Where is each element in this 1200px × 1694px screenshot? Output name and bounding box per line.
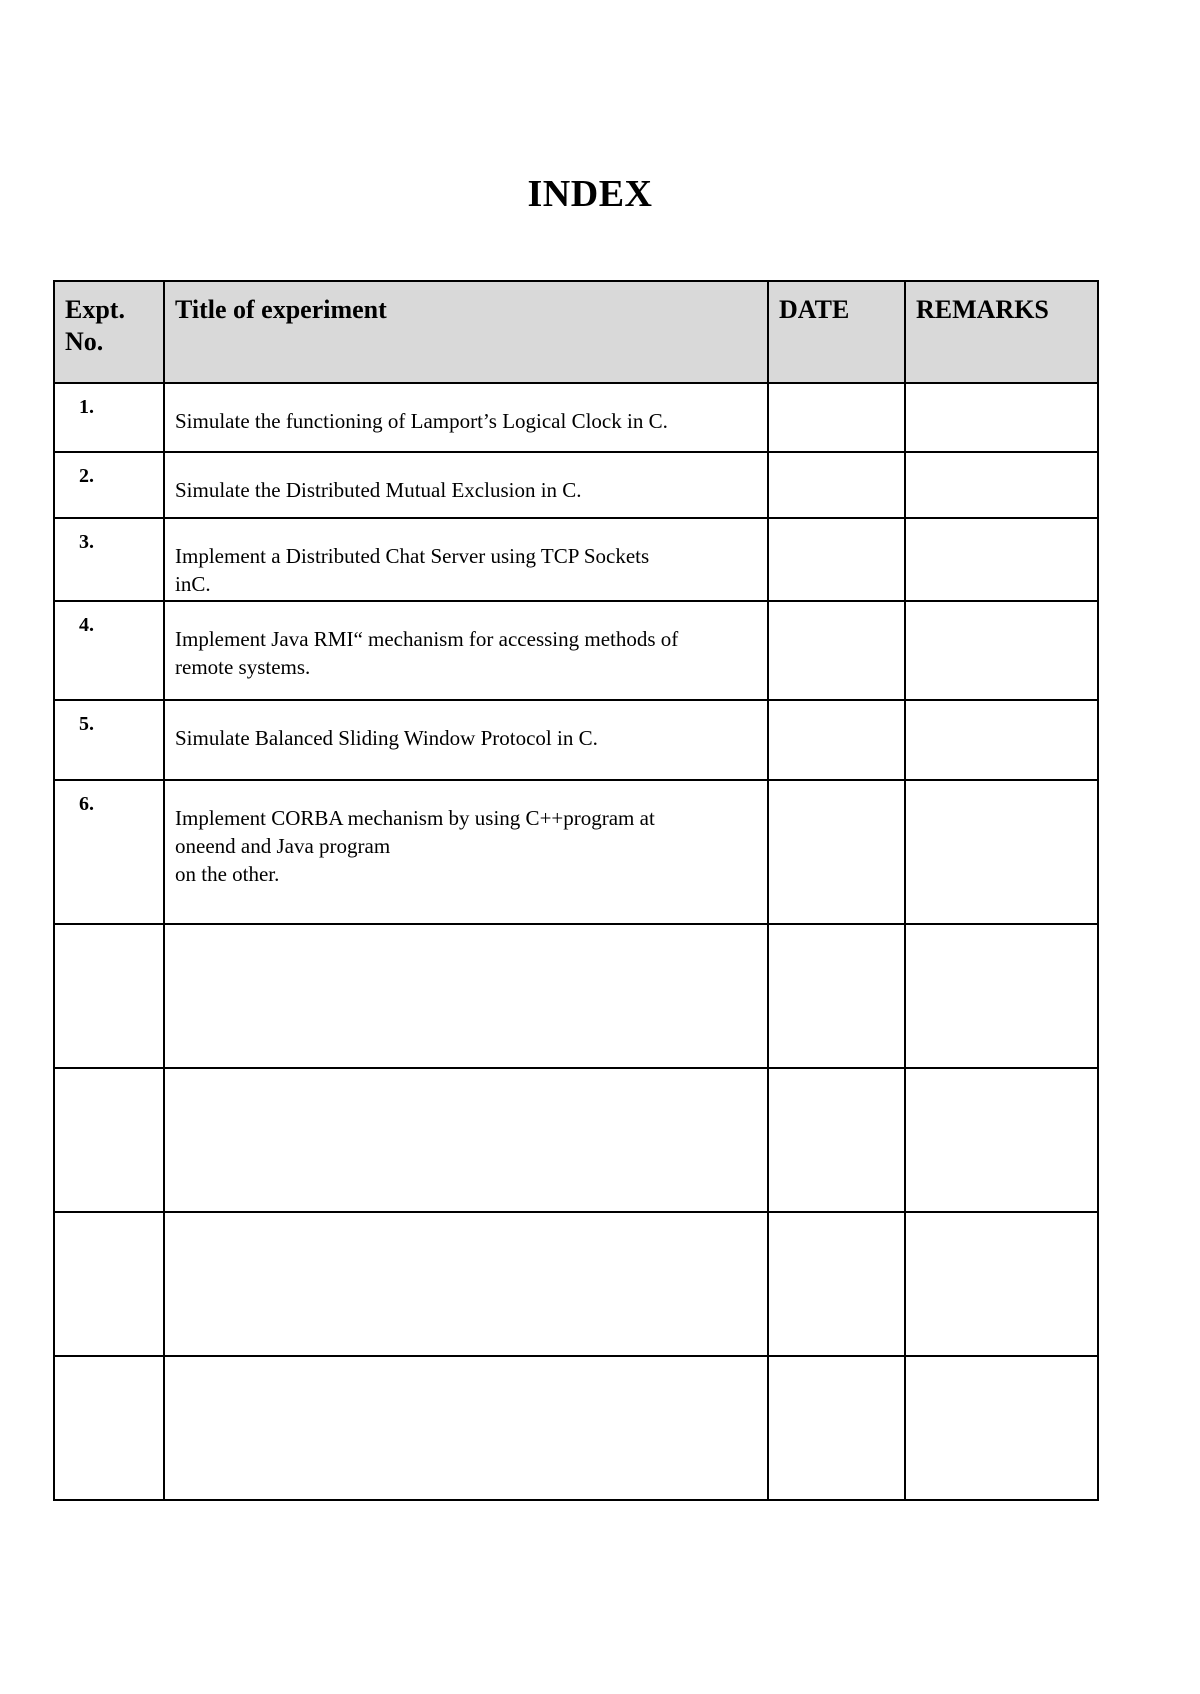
page-title: INDEX <box>527 173 653 215</box>
expt-no-cell <box>54 924 164 1068</box>
table-header-row <box>54 281 1098 383</box>
date-cell <box>768 383 905 452</box>
experiment-title <box>175 1357 765 1380</box>
expt-no-cell: 6. <box>54 780 164 924</box>
table-row <box>54 518 1098 601</box>
table-row <box>54 1212 1098 1356</box>
expt-no-cell: 5. <box>54 700 164 780</box>
date-cell <box>768 780 905 924</box>
table-row <box>54 1356 1098 1500</box>
experiment-title-cell <box>164 1068 768 1212</box>
remarks-cell <box>905 452 1098 518</box>
date-cell <box>768 1068 905 1212</box>
table-row <box>54 452 1098 518</box>
expt-no-cell: 4. <box>54 601 164 700</box>
expt-no-cell <box>54 1356 164 1500</box>
experiment-title <box>175 1069 765 1092</box>
experiment-title-cell <box>164 780 768 924</box>
table-row <box>54 383 1098 452</box>
experiment-title <box>175 925 765 948</box>
table-row <box>54 700 1098 780</box>
experiment-title: Simulate the Distributed Mutual Exclusion in C. <box>175 478 582 502</box>
date-cell <box>768 452 905 518</box>
experiment-title-cell <box>164 518 768 601</box>
date-cell <box>768 601 905 700</box>
remarks-cell <box>905 1356 1098 1500</box>
experiment-title-cell <box>164 383 768 452</box>
experiment-title: Implement Java RMI“ mechanism for accessing methods of remote systems. <box>175 627 679 679</box>
remarks-cell <box>905 924 1098 1068</box>
header-title: Title of experiment <box>164 281 768 383</box>
table-row <box>54 601 1098 700</box>
date-cell <box>768 924 905 1068</box>
remarks-cell <box>905 601 1098 700</box>
date-cell <box>768 1356 905 1500</box>
expt-no-cell <box>54 1212 164 1356</box>
remarks-cell <box>905 780 1098 924</box>
experiment-title-cell <box>164 452 768 518</box>
header-remarks: REMARKS <box>905 281 1098 383</box>
index-table <box>53 280 1099 1501</box>
experiment-title: Simulate Balanced Sliding Window Protocol in C. <box>175 726 598 750</box>
expt-no-cell: 3. <box>54 518 164 601</box>
table-row <box>54 924 1098 1068</box>
remarks-cell <box>905 518 1098 601</box>
date-cell <box>768 1212 905 1356</box>
experiment-title-cell <box>164 1212 768 1356</box>
experiment-title-cell <box>164 601 768 700</box>
remarks-cell <box>905 383 1098 452</box>
experiment-title: Simulate the functioning of Lamport’s Logical Clock in C. <box>175 409 668 433</box>
experiment-title <box>175 1213 765 1236</box>
expt-no-cell <box>54 1068 164 1212</box>
table-row <box>54 1068 1098 1212</box>
experiment-title-cell <box>164 1356 768 1500</box>
remarks-cell <box>905 700 1098 780</box>
experiment-title: Implement a Distributed Chat Server using TCP Sockets inC. <box>175 544 650 596</box>
header-date: DATE <box>768 281 905 383</box>
date-cell <box>768 518 905 601</box>
date-cell <box>768 700 905 780</box>
header-expt-no: Expt. No. <box>54 281 164 383</box>
expt-no-cell: 2. <box>54 452 164 518</box>
remarks-cell <box>905 1068 1098 1212</box>
experiment-title-cell <box>164 700 768 780</box>
expt-no-cell: 1. <box>54 383 164 452</box>
experiment-title-cell <box>164 924 768 1068</box>
table-row <box>54 780 1098 924</box>
remarks-cell <box>905 1212 1098 1356</box>
experiment-title: Implement CORBA mechanism by using C++program at oneend and Java program on the other. <box>175 806 655 886</box>
